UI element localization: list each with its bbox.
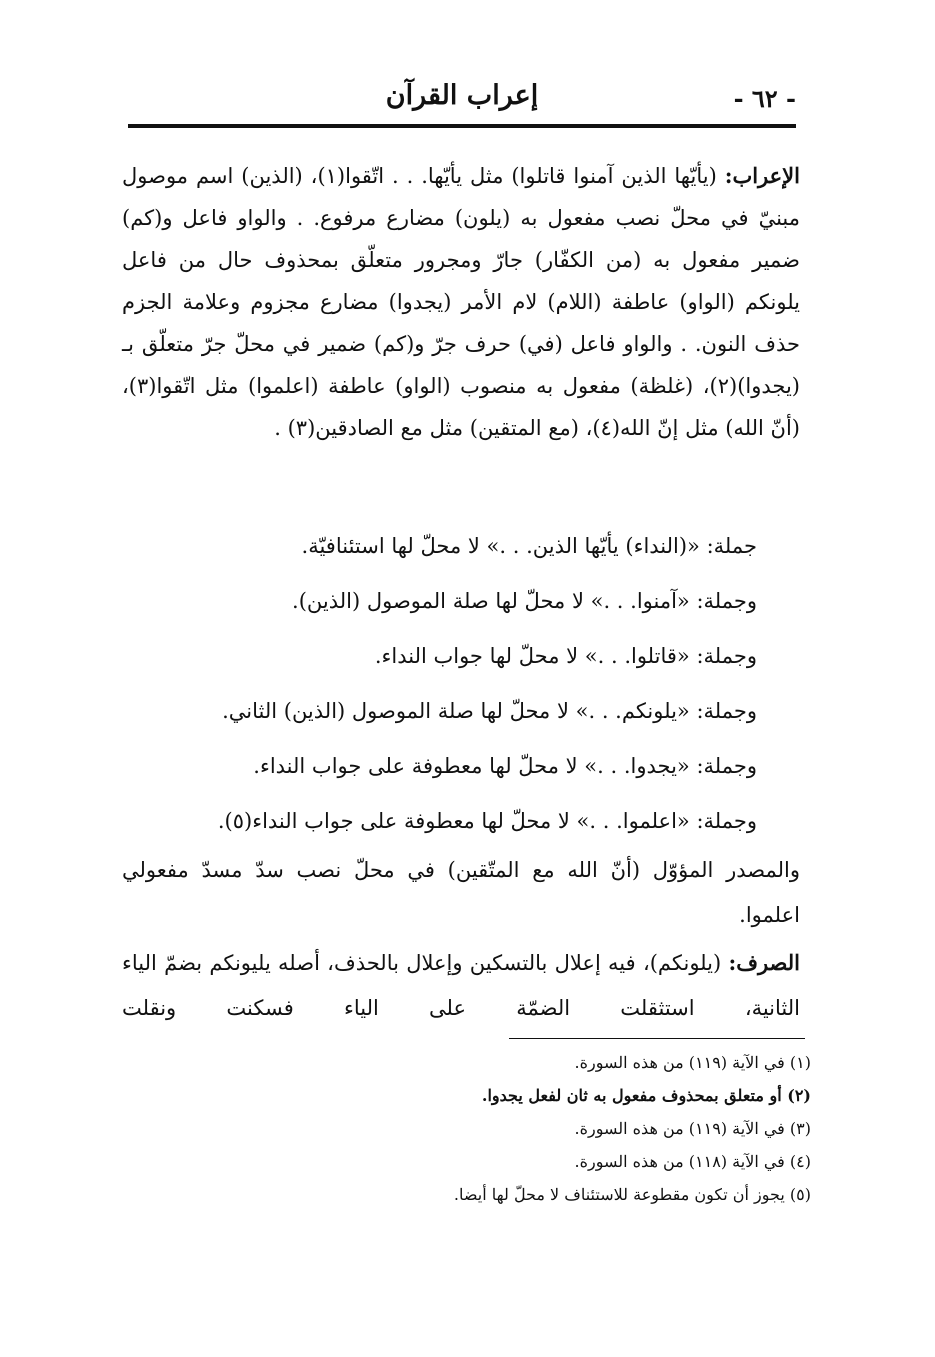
footnotes (211, 1046, 811, 1211)
irab-label: الإعراب: (724, 163, 800, 188)
sentence-list (137, 522, 757, 852)
sarf-text: (يلونكم)، فيه إعلال بالتسكين وإعلال بالحذف، أصله يليونكم بضمّ الياء الثانية، استثقلت الضمّة على الياء فسكنت ونقلت (122, 951, 800, 1020)
sarf-label: الصرف: (728, 950, 800, 975)
footnote-item: (٣) في الآية (١١٩) من هذه السورة. (574, 1119, 811, 1138)
sarf-paragraph (122, 940, 800, 1031)
footnote-item: (٥) يجوز أن تكون مقطوعة للاستئناف لا محلّ لها أيضا. (453, 1185, 811, 1204)
footnote-item: (١) في الآية (١١٩) من هذه السورة. (574, 1053, 811, 1072)
running-title: إعراب القرآن (385, 80, 539, 111)
irab-paragraph (122, 155, 800, 449)
page-header (128, 80, 796, 124)
irab-text: (يأيّها الذين آمنوا قاتلوا) مثل يأيّها. . . اتّقوا(١)، (الذين) اسم موصول مبنيّ في محلّ نصب مفعول به (يلون) مضارع مرفوع. . والواو فاعل و(كم) ضمير مفعول به (من الكفّار) جارّ ومجرور متعلّق بمحذوف حال من فاعل يلونكم (الواو) عاطفة (اللام) لام الأمر (يجدوا) مضارع مجزوم وعلامة الجزم حذف النون. . والواو فاعل (في) حرف جرّ و(كم) ضمير في محلّ جرّ متعلّق بـ (يجدوا)(٢)، (غلظة) مفعول به منصوب (الواو) عاطفة (اعلموا) مثل اتّقوا(٣)، (أنّ الله) مثل إنّ الله(٤)، (مع المتقين) مثل مع الصادقين(٣) . (122, 164, 800, 440)
masdar-paragraph: والمصدر المؤوّل (أنّ الله مع المتّقين) في محلّ نصب سدّ مسدّ مفعولي اعلموا. (122, 858, 800, 927)
footnote-item: (٤) في الآية (١١٨) من هذه السورة. (574, 1152, 811, 1171)
sentence-line: وجملة: «آمنوا. . .» لا محلّ لها صلة الموصول (الذين). (292, 589, 757, 613)
footnote-item: (٢) أو متعلق بمحذوف مفعول به ثان لفعل يجدوا. (481, 1086, 811, 1105)
sentence-line: وجملة: «يجدوا. . .» لا محلّ لها معطوفة على جواب النداء. (253, 754, 757, 778)
header-rule (128, 124, 796, 128)
footnote-rule (509, 1038, 805, 1039)
sentence-line: وجملة: «قاتلوا. . .» لا محلّ لها جواب النداء. (374, 644, 757, 668)
sentence-line: وجملة: «اعلموا. . .» لا محلّ لها معطوفة على جواب النداء(٥). (217, 809, 757, 833)
sentence-line: وجملة: «يلونكم. . .» لا محلّ لها صلة الموصول (الذين) الثاني. (222, 699, 757, 723)
page-number: - ٦٢ - (733, 84, 796, 113)
sentence-line: جملة: «(النداء) يأيّها الذين. . .» لا محلّ لها استئنافيّة. (301, 534, 757, 558)
